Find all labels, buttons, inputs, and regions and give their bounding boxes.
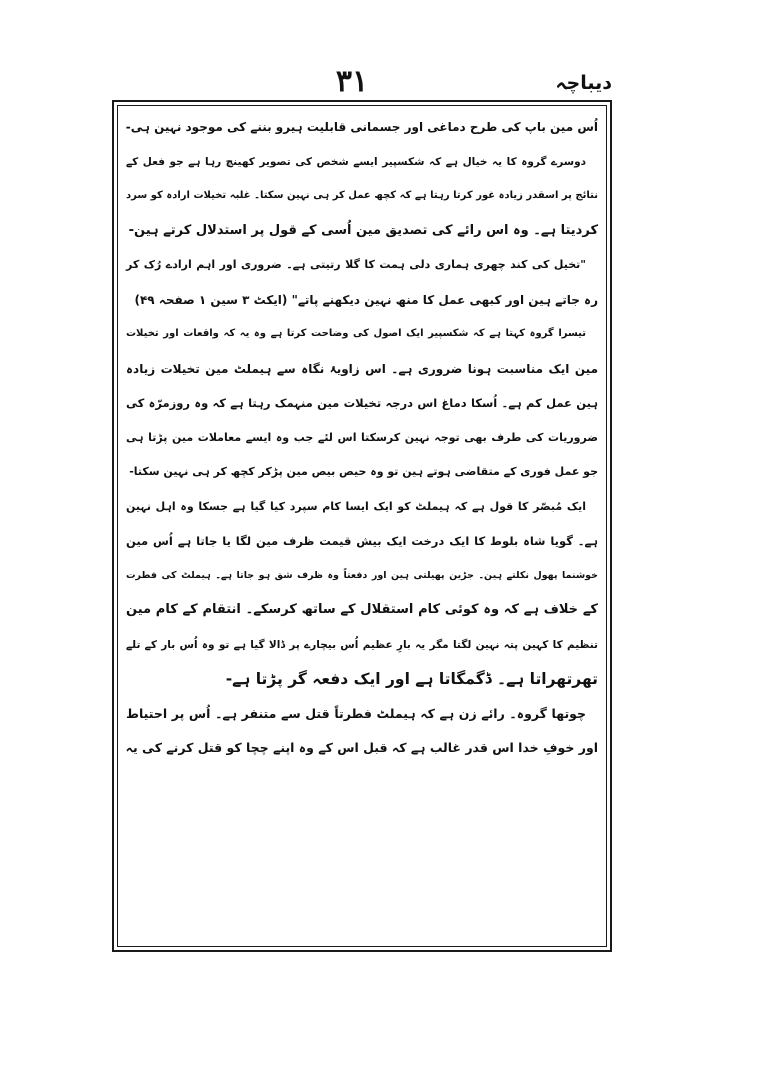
text-body — [122, 110, 602, 940]
text-line: کردیتا ہے۔ وہ اس رائے کی تصدیق مین اُسی کے قول پر استدلال کرتے ہین- — [128, 222, 598, 238]
section-title: دیباچہ — [555, 72, 612, 94]
text-line: اور خوفِ خدا اس قدر غالب ہے کہ قبل اس کے وہ اپنے چچا کو قتل کرنے کی یہ — [125, 740, 598, 755]
text-line: تنظیم کا کہین پتہ نہین لگتا مگر یہ بارِ عظیم اُس بیچارے پر ڈالا گیا ہے تو وہ اُس بار کے تلے — [126, 638, 598, 651]
text-line: ہے۔ گویا شاہ بلوط کا ایک درخت ایک بیش قیمت ظرف مین لگا یا جاتا ہے اُس مین — [126, 534, 598, 548]
text-line: رہ جاتے ہین اور کبھی عمل کا منھ نہین دیکھنے پاتے" (ایکٹ ۳ سین ۱ صفحہ ۴۹) — [134, 292, 598, 307]
running-head — [112, 62, 612, 102]
text-line: جو عمل فوری کے متقاضی ہوتے ہین تو وہ حیص بیص مین پڑکر کچھ کر ہی نہین سکتا- — [129, 465, 598, 478]
text-line: اُس مین باپ کی طرح دماغی اور جسمانی قابلیت ہیرو بننے کی موجود نہین ہی- — [125, 120, 598, 134]
text-line: ضروریات کی طرف بھی توجہ نہین کرسکتا اس لئے جب وہ ایسے معاملات مین پڑتا ہی — [126, 430, 598, 444]
text-line: نتائج پر اسقدر زیادہ غور کرتا رہتا ہے کہ کچھ عمل کر ہی نہین سکتا۔ غلبہ تخیلات ارادہ کو سرد — [126, 190, 598, 201]
text-line: تیسرا گروہ کہتا ہے کہ شکسپیر ایک اصول کی وضاحت کرتا ہے وہ یہ کہ واقعات اور تخیلات — [126, 328, 586, 339]
text-line: دوسرے گروہ کا یہ خیال ہے کہ شکسپیر ایسے شخص کی تصویر کھینچ رہا ہے جو فعل کے — [126, 155, 586, 168]
page-number: ۳۱ — [335, 64, 369, 99]
text-line: ایک مُبصّر کا قول ہے کہ ہیملٹ کو ایک ایسا کام سپرد کیا گیا ہے جسکا وہ اہل نہین — [126, 499, 586, 513]
text-line: "تخیل کی کند چھری ہماری دلی ہمت کا گلا رتیتی ہے۔ ضروری اور اہم ارادے رُک کر — [126, 258, 586, 271]
text-line: خوشنما پھول نکلتے ہین۔ جڑین پھیلتی ہین اور دفعتاً وہ ظرف شق ہو جاتا ہے۔ ہیملٹ کی فطرت — [126, 569, 598, 581]
text-line: ہین عمل کم ہے۔ اُسکا دماغ اس درجہ تخیلات مین منہمک رہتا ہے کہ وہ روزمرّہ کی — [126, 396, 598, 410]
text-line: تھرتھراتا ہے۔ ڈگمگاتا ہے اور ایک دفعہ گر پڑتا ہے- — [225, 670, 598, 688]
text-line: کے خلاف ہے کہ وہ کوئی کام استقلال کے ساتھ کرسکے۔ انتقام کے کام مین — [126, 602, 598, 617]
text-line: چوتھا گروہ۔ رائے زن ہے کہ ہیملٹ فطرتاً قتل سے متنفر ہے۔ اُس پر احتیاط — [126, 705, 586, 721]
text-line: مین ایک مناسبت ہونا ضروری ہے۔ اس زاویۂ نگاہ سے ہیملٹ مین تخیلات زیادہ — [126, 361, 598, 376]
